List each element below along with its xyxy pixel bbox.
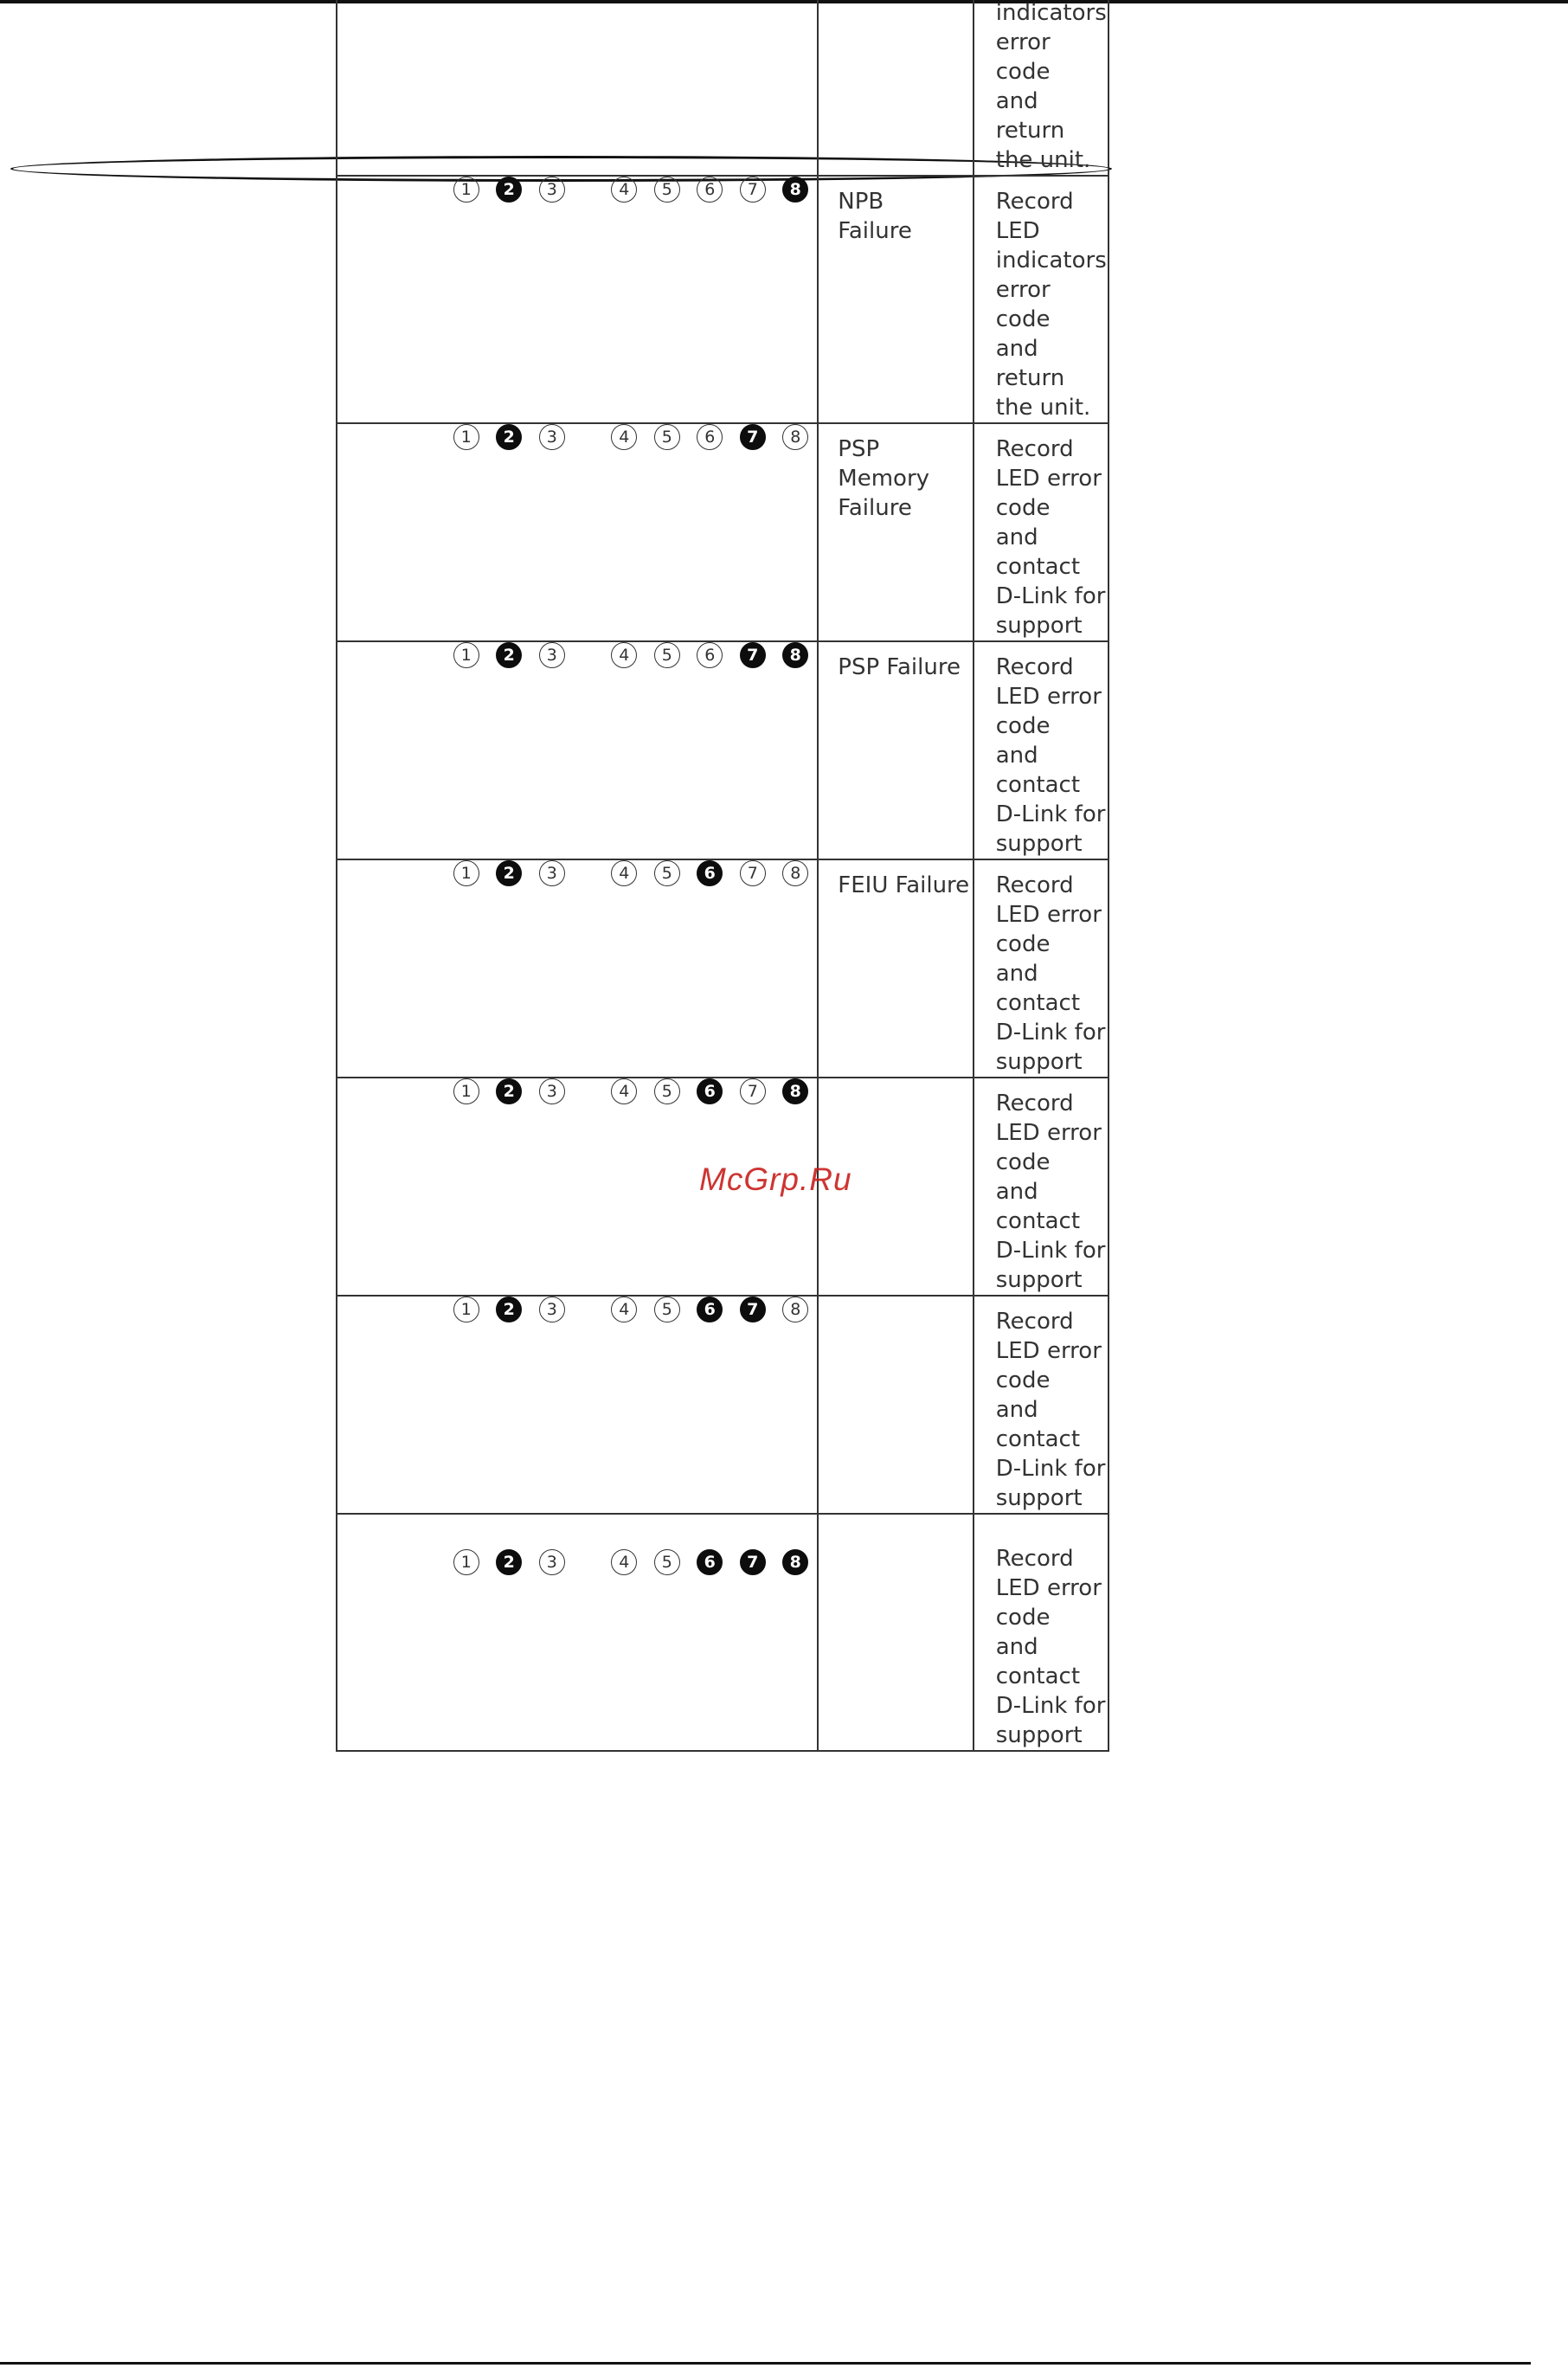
action-cell: [974, 1078, 1109, 1296]
table-row: [337, 1296, 1109, 1514]
led-7-off-icon: 7: [740, 1549, 766, 1575]
led-5-on-icon: 5: [654, 642, 680, 668]
led-4-on-icon: 4: [611, 860, 637, 886]
led-4-on-icon: 4: [611, 1078, 637, 1104]
led-2-off-icon: 2: [496, 1549, 522, 1575]
led-pattern-cell: [337, 641, 819, 859]
led-group: [337, 1078, 818, 1104]
led-pattern-cell: [337, 1514, 819, 1751]
led-3-on-icon: 3: [539, 177, 565, 203]
error-status-text: PSP Failure: [838, 654, 961, 680]
led-7-off-icon: 7: [740, 424, 766, 450]
led-1-on-icon: 1: [453, 860, 479, 886]
led-8-off-icon: 8: [782, 642, 808, 668]
table-row: [337, 641, 1109, 859]
led-pattern-cell: [337, 859, 819, 1078]
led-5-on-icon: 5: [654, 1297, 680, 1322]
led-3-on-icon: 3: [539, 1078, 565, 1104]
error-status-text: [819, 1297, 972, 1307]
error-status-cell: [818, 859, 973, 1078]
led-group: [337, 424, 818, 450]
action-text: Record LED error code and contact D-Link for support: [995, 1546, 1106, 1748]
led-5-on-icon: 5: [654, 860, 680, 886]
action-text: Record LED error code and contact D-Link for support: [995, 872, 1106, 1075]
led-1-on-icon: 1: [453, 177, 479, 203]
table-row: [337, 859, 1109, 1078]
led-5-on-icon: 5: [654, 424, 680, 450]
led-2-off-icon: 2: [496, 860, 522, 886]
table-row: [337, 1514, 1109, 1751]
action-text: indicators error code and return the unit.: [995, 0, 1107, 173]
led-group: [337, 860, 818, 886]
error-status-text: NPB Failure: [838, 189, 912, 244]
action-cell: [974, 1296, 1109, 1514]
led-4-on-icon: 4: [611, 424, 637, 450]
led-2-off-icon: 2: [496, 642, 522, 668]
led-3-on-icon: 3: [539, 424, 565, 450]
led-6-off-icon: 6: [697, 1549, 723, 1575]
led-1-on-icon: 1: [453, 1297, 479, 1322]
action-text: Record LED error code and contact D-Link for support: [995, 1091, 1106, 1293]
error-status-cell: [818, 423, 973, 641]
error-status-text: FEIU Failure: [838, 872, 970, 898]
action-cell: [974, 859, 1109, 1078]
error-status-text: PSP Memory Failure: [838, 436, 930, 521]
action-cell: [974, 1514, 1109, 1751]
led-2-off-icon: 2: [496, 1297, 522, 1322]
led-2-off-icon: 2: [496, 424, 522, 450]
led-5-on-icon: 5: [654, 1549, 680, 1575]
led-3-on-icon: 3: [539, 860, 565, 886]
led-5-on-icon: 5: [654, 177, 680, 203]
led-group: [337, 1549, 818, 1575]
led-5-on-icon: 5: [654, 1078, 680, 1104]
table-row: [337, 176, 1109, 423]
led-3-on-icon: 3: [539, 642, 565, 668]
led-2-off-icon: 2: [496, 177, 522, 203]
action-text: Record LED error code and contact D-Link for support: [995, 436, 1106, 639]
led-pattern-cell: [337, 0, 819, 176]
error-status-cell: [818, 641, 973, 859]
action-text: Record LED error code and contact D-Link for support: [995, 1309, 1106, 1511]
led-3-on-icon: 3: [539, 1297, 565, 1322]
led-6-off-icon: 6: [697, 1297, 723, 1322]
action-text: Record LED error code and contact D-Link for support: [995, 654, 1106, 857]
watermark: McGrp.Ru: [699, 1161, 852, 1197]
led-pattern-cell: [337, 423, 819, 641]
error-status-cell: [818, 1296, 973, 1514]
led-pattern-cell: [337, 1296, 819, 1514]
led-1-on-icon: 1: [453, 424, 479, 450]
action-cell: [974, 641, 1109, 859]
table-row: [337, 0, 1109, 176]
action-text: Record LED indicators error code and return the unit.: [995, 189, 1107, 421]
led-4-on-icon: 4: [611, 177, 637, 203]
led-7-on-icon: 7: [740, 1078, 766, 1104]
led-1-on-icon: 1: [453, 1549, 479, 1575]
bottom-rule: [0, 2362, 1531, 2365]
led-7-on-icon: 7: [740, 177, 766, 203]
action-cell: [974, 423, 1109, 641]
led-6-on-icon: 6: [697, 642, 723, 668]
led-8-on-icon: 8: [782, 424, 808, 450]
led-group: [337, 1297, 818, 1322]
led-group: [337, 177, 818, 203]
led-group: [337, 642, 818, 668]
led-4-on-icon: 4: [611, 1297, 637, 1322]
led-4-on-icon: 4: [611, 642, 637, 668]
led-8-on-icon: 8: [782, 860, 808, 886]
led-6-on-icon: 6: [697, 177, 723, 203]
led-2-off-icon: 2: [496, 1078, 522, 1104]
led-6-on-icon: 6: [697, 424, 723, 450]
action-cell: [974, 0, 1109, 176]
table-row: [337, 423, 1109, 641]
led-8-off-icon: 8: [782, 1549, 808, 1575]
led-7-off-icon: 7: [740, 1297, 766, 1322]
led-7-off-icon: 7: [740, 642, 766, 668]
led-3-on-icon: 3: [539, 1549, 565, 1575]
error-status-cell: [818, 0, 973, 176]
led-6-off-icon: 6: [697, 1078, 723, 1104]
led-8-on-icon: 8: [782, 1297, 808, 1322]
led-6-off-icon: 6: [697, 860, 723, 886]
error-status-text: [819, 1515, 972, 1525]
led-4-on-icon: 4: [611, 1549, 637, 1575]
error-status-text: [819, 1078, 972, 1089]
error-status-cell: [818, 1514, 973, 1751]
led-8-off-icon: 8: [782, 1078, 808, 1104]
led-8-off-icon: 8: [782, 177, 808, 203]
led-pattern-cell: [337, 176, 819, 423]
error-status-cell: [818, 176, 973, 423]
action-cell: [974, 176, 1109, 423]
led-1-on-icon: 1: [453, 642, 479, 668]
led-1-on-icon: 1: [453, 1078, 479, 1104]
led-7-on-icon: 7: [740, 860, 766, 886]
